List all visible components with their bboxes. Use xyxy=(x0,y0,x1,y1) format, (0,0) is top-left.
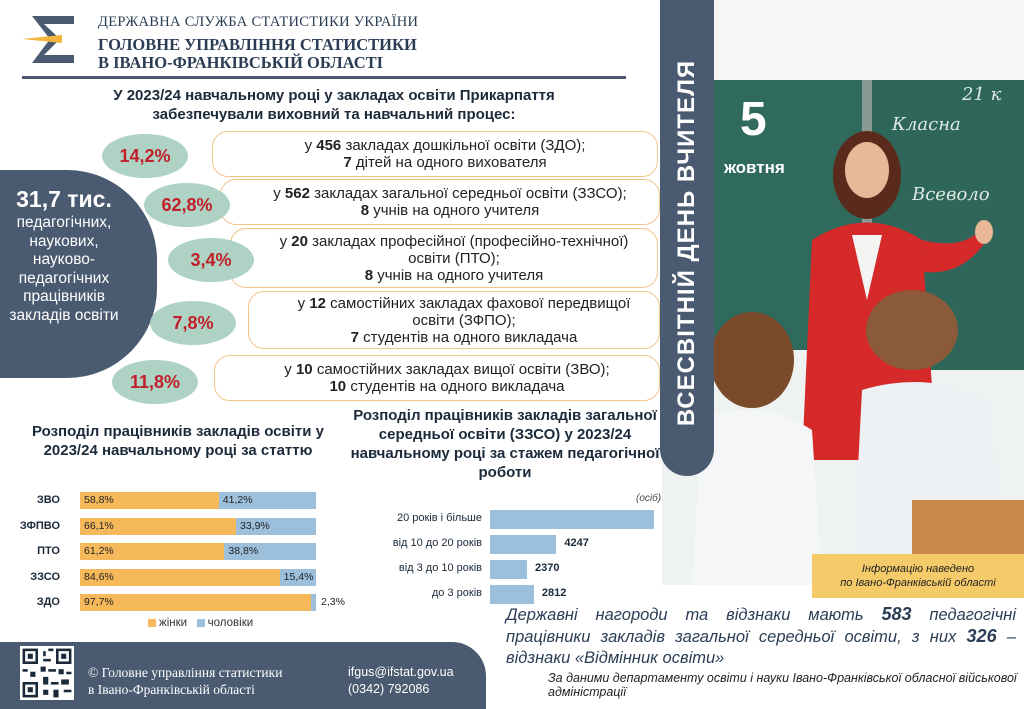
gender-data-label-wrap xyxy=(224,543,258,560)
experience-category-label: від 10 до 20 років xyxy=(392,537,482,549)
gender-data-label-wrap xyxy=(80,492,114,509)
source-note: За даними департаменту освіти і науки Івано-Франківської обласної військової адміністрації xyxy=(548,671,1017,699)
row-ratio-value: 10 xyxy=(329,378,347,395)
sigma-logo-icon xyxy=(22,12,84,68)
org-title xyxy=(98,36,417,72)
event-title xyxy=(663,20,711,465)
row-prefix: у xyxy=(284,361,296,378)
row-ratio-value: 7 xyxy=(343,154,352,171)
awards-part-1: Державні нагороди та відзнаки мають xyxy=(506,606,882,624)
row-institutions-count: 20 xyxy=(291,232,308,250)
gender-chart-title: Розподіл працівників закладів освіти у 2023/24 навчальному році за статтю xyxy=(32,423,324,459)
classroom-photo xyxy=(662,0,1024,585)
event-month: жовтня xyxy=(724,158,785,177)
svg-text:Класна: Класна xyxy=(892,114,961,135)
gender-data-label-wrap xyxy=(80,594,114,611)
row-share-bubble: 62,8% xyxy=(144,183,230,227)
info-note xyxy=(812,554,1024,598)
info-line-2: по Івано-Франківській області xyxy=(840,577,996,589)
gender-data-label: 41,2% xyxy=(222,494,253,506)
experience-category-label: від 3 до 10 років xyxy=(398,562,482,574)
legend-women: жінки xyxy=(159,617,188,629)
gender-data-label-wrap xyxy=(80,518,114,535)
legend-men: чоловіки xyxy=(207,617,254,629)
row-share-bubble: 7,8% xyxy=(150,301,236,345)
row-prefix: у xyxy=(304,137,317,154)
experience-chart-title: Розподіл працівників закладів загальної середньої освіти (ЗЗСО) у 2023/24 навчальному році за стажем педагогічної роботи xyxy=(350,407,660,481)
row-ratio-label: учнів на одного учителя xyxy=(369,202,540,219)
awards-honors-count: 326 xyxy=(966,626,997,646)
row-share-bubble: 14,2% xyxy=(102,134,188,178)
awards-part-3: – відзнаки «Відмінник освіти» xyxy=(506,628,1017,667)
row-institution-type: закладах професійної (професійно-технічної) освіти (ПТО); xyxy=(307,232,629,267)
row-prefix: у xyxy=(273,185,285,202)
gender-data-label-wrap xyxy=(236,518,270,535)
contact-info xyxy=(348,664,454,698)
row-ratio-value: 7 xyxy=(350,328,359,346)
gender-data-label-wrap xyxy=(219,492,253,509)
row-ratio-value: 8 xyxy=(364,266,374,284)
experience-bar xyxy=(490,535,556,554)
contact-email[interactable]: ifgus@ifstat.gov.ua xyxy=(348,665,454,679)
legend-men-swatch xyxy=(197,619,205,627)
copyright-line-2: в Івано-Франківській області xyxy=(88,682,255,697)
svg-text:21 к: 21 к xyxy=(962,84,1002,105)
experience-value-label: 2812 xyxy=(541,587,567,599)
org-line-1: ДЕРЖАВНА СЛУЖБА СТАТИСТИКИ УКРАЇНИ xyxy=(98,14,419,30)
row-prefix: у xyxy=(279,232,292,250)
gender-data-label: 58,8% xyxy=(84,494,114,506)
row-share-bubble: 3,4% xyxy=(168,238,254,282)
men-bar-segment xyxy=(311,594,316,611)
row-ratio-label: студентів на одного викладача xyxy=(346,378,565,395)
gender-data-label: 38,8% xyxy=(228,545,259,557)
experience-category-label: 20 років і більше xyxy=(396,512,482,524)
awards-part-2: педагогічні працівники закладів загальної середньої освіти, з них xyxy=(506,606,1016,646)
row-ratio-label: студентів на одного викладача xyxy=(358,328,578,346)
gender-data-label-wrap xyxy=(280,569,314,586)
row-share-bubble: 11,8% xyxy=(112,360,198,404)
intro-line-1: У 2023/24 навчальному році у закладах освіти Прикарпаття xyxy=(113,87,555,104)
gender-category-label: ЗВО xyxy=(36,494,60,506)
intro-heading xyxy=(44,86,624,124)
org-line-2: ГОЛОВНЕ УПРАВЛІННЯ СТАТИСТИКИ xyxy=(98,35,417,54)
gender-data-label: 2,3% xyxy=(321,596,345,608)
org-line-3: В ІВАНО-ФРАНКІВСЬКІЙ ОБЛАСТІ xyxy=(98,53,384,72)
experience-category-label: до 3 років xyxy=(431,587,482,599)
gender-category-label: ЗФПВО xyxy=(19,519,60,532)
awards-count: 583 xyxy=(881,604,912,624)
gender-data-label: 33,9% xyxy=(239,519,270,532)
gender-data-label-wrap xyxy=(80,543,114,560)
copyright xyxy=(88,664,282,698)
total-staff-label: педагогічних, наукових, науково-педагогічних працівників закладів освіти xyxy=(9,214,119,324)
institution-row xyxy=(212,131,658,177)
experience-value-label: 4247 xyxy=(564,537,589,549)
experience-unit: (осіб) xyxy=(636,493,662,504)
total-staff-panel xyxy=(0,170,157,378)
row-institutions-count: 562 xyxy=(284,185,310,202)
total-staff-value: 31,7 тис. xyxy=(16,186,112,212)
experience-bar xyxy=(490,560,527,579)
institution-row xyxy=(220,179,660,225)
experience-bar xyxy=(490,585,534,604)
gender-category-label: ЗЗСО xyxy=(30,570,60,583)
event-day: 5 xyxy=(740,93,767,146)
gender-data-label: 84,6% xyxy=(84,570,114,583)
gender-category-label: ПТО xyxy=(37,545,60,557)
row-institutions-count: 10 xyxy=(295,361,313,378)
event-title-text: ВСЕСВІТНІЙ ДЕНЬ ВЧИТЕЛЯ xyxy=(673,59,700,426)
gender-data-label-wrap xyxy=(317,594,345,611)
experience-value-label: 2370 xyxy=(535,562,560,574)
row-prefix: у xyxy=(297,294,310,312)
gender-category-label: ЗДО xyxy=(36,596,60,608)
gender-data-label-wrap xyxy=(80,569,114,586)
row-ratio-value: 8 xyxy=(360,202,370,219)
contact-phone: (0342) 792086 xyxy=(348,682,430,696)
gender-data-label: 66,1% xyxy=(84,519,114,532)
experience-bar xyxy=(490,510,654,529)
gender-data-label: 15,4% xyxy=(283,570,314,583)
awards-text xyxy=(506,604,1016,669)
row-ratio-label: дітей на одного вихователя xyxy=(351,154,547,171)
gender-data-label: 61,2% xyxy=(84,545,114,557)
info-line-1: Інформацію наведено xyxy=(861,563,975,575)
institution-row xyxy=(214,355,660,401)
row-ratio-label: учнів на одного учителя xyxy=(373,266,544,284)
row-institutions-count: 456 xyxy=(316,137,342,154)
svg-text:Всеволо: Всеволо xyxy=(912,184,990,205)
row-institutions-count: 12 xyxy=(309,294,327,312)
intro-line-2: забезпечували виховний та навчальний процес: xyxy=(152,106,516,123)
gender-data-label: 97,7% xyxy=(84,596,114,608)
legend-women-swatch xyxy=(148,619,156,627)
row-institution-type: закладах загальної середньої освіти (ЗЗСО); xyxy=(309,185,627,202)
row-institution-type: самостійних закладах вищої освіти (ЗВО); xyxy=(312,361,610,378)
row-institution-type: самостійних закладах фахової передвищої освіти (ЗФПО); xyxy=(326,294,631,329)
institution-row xyxy=(248,291,660,349)
women-bar-segment xyxy=(80,594,311,611)
header-divider xyxy=(22,76,626,79)
row-institution-type: закладах дошкільної освіти (ЗДО); xyxy=(341,137,586,154)
copyright-line-1: © Головне управління статистики xyxy=(88,665,283,680)
qr-code-icon[interactable] xyxy=(20,646,74,700)
gender-legend xyxy=(148,617,253,629)
institution-row xyxy=(230,228,658,288)
